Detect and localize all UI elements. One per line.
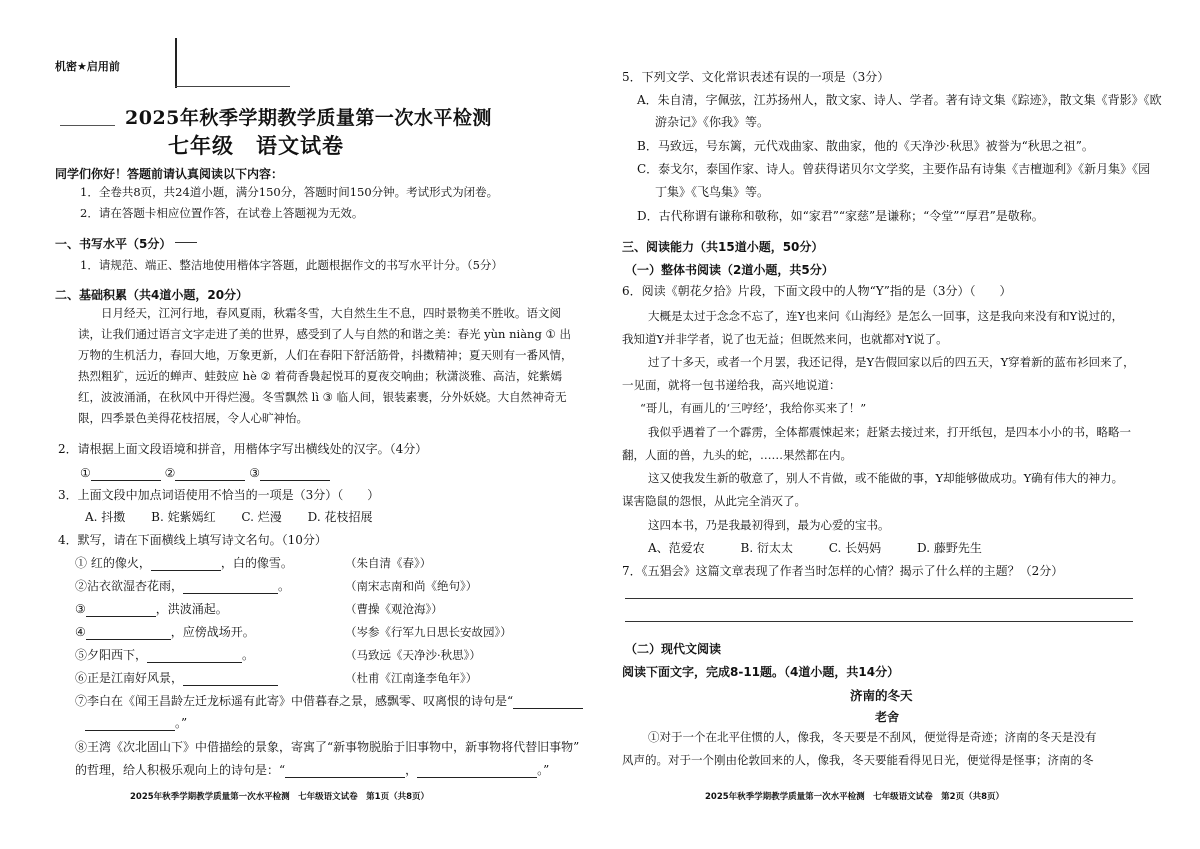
q7-answer-line-2[interactable]: [625, 621, 1133, 622]
section2-heading: 二、基础积累（共4道小题，20分）: [55, 288, 249, 302]
q6-options: [648, 541, 982, 556]
q4-item-7: [75, 694, 583, 709]
q4-item-8-line2: [75, 763, 549, 778]
q2-blank-2[interactable]: [175, 468, 245, 481]
q4-item-1-blank[interactable]: [151, 558, 221, 571]
q4-item-2-text: ②沾衣欲湿杏花雨，: [75, 579, 184, 593]
q4-item-8-blank-1[interactable]: [285, 765, 405, 778]
q6-passage-line-3: 过了十多天，或者一个月罢，我还记得，是Y告假回家以后的四五天，Y穿着新的蓝布衫回来了，: [648, 355, 1135, 369]
q6-passage-line-10: 这四本书，乃是我最初得到，最为心爱的宝书。: [648, 518, 890, 532]
section3-heading: 三、阅读能力（共15道小题，50分）: [622, 240, 824, 254]
q6-passage-line-4: 一见面，就将一包书递给我，高兴地说道：: [622, 378, 841, 392]
q4-item-8-end: 。”: [537, 763, 550, 777]
q6-passage-line-1: 大概是太过于念念不忘了，连Y也来问《山海经》是怎么一回事，这是我向来没有和Y说过的，: [648, 309, 1124, 323]
q2-blank-3-label: ③: [249, 466, 260, 480]
question-4: 4．默写，请在下面横线上填写诗文名句。（10分）: [58, 533, 327, 547]
q4-item-6-blank[interactable]: [183, 673, 278, 686]
exam-subtitle: 七年级 语文试卷: [168, 133, 344, 158]
q6-passage-line-8: 这又使我发生新的敬意了，别人不肯做，或不能做的事，Y却能够做成功。Y确有伟大的神力。: [648, 471, 1124, 485]
q6-passage-line-7: 翻，人面的兽，九头的蛇，……果然都在内。: [622, 448, 852, 462]
q2-blank-3[interactable]: [260, 468, 330, 481]
q4-item-3-tail: ，洪波涌起。: [155, 602, 228, 616]
footer-right: 2025年秋季学期教学质量第一次水平检测 七年级语文试卷 第2页（共8页）: [705, 792, 1004, 802]
q4-item-1-tail: ，白的像雪。: [220, 556, 293, 570]
q4-item-2: [75, 579, 290, 594]
section1-heading: 一、书写水平（5分）: [55, 237, 172, 251]
question-6: 6．阅读《朝花夕拾》片段，下面文段中的人物“Y”指的是（3分）（ ）: [622, 284, 1012, 298]
q4-item-8-blank-2[interactable]: [417, 765, 537, 778]
q4-item-7-end: 。”: [175, 716, 188, 730]
essay-paragraph-1-line-1: ①对于一个在北平住惯的人，像我，冬天要是不刮风，便觉得是奇迹；济南的冬天是没有: [648, 730, 1097, 744]
subsection1-heading: （一）整体书阅读（2道小题，共5分）: [625, 263, 834, 277]
q4-item-4: [75, 625, 255, 640]
q5-option-d[interactable]: D．古代称谓有谦称和敬称，如“家君”“家慈”是谦称；“令堂”“厚君”是敬称。: [637, 209, 1044, 223]
q4-item-3-blank[interactable]: [86, 604, 156, 617]
q2-blank-1-label: ①: [80, 466, 91, 480]
q3-option-d[interactable]: D. 花枝招展: [307, 510, 373, 524]
q3-option-c[interactable]: C. 烂漫: [241, 510, 282, 524]
title-dash: [60, 125, 115, 126]
q4-item-4-blank[interactable]: [86, 627, 171, 640]
q4-item-5-text: ⑤夕阳西下，: [75, 648, 148, 662]
q5-option-a[interactable]: A．朱自清，字佩弦，江苏扬州人，散文家、诗人、学者。著有诗文集《踪迹》，散文集《背影》《欧: [637, 93, 1162, 107]
q4-item-4-text: ④: [75, 625, 86, 639]
q2-blank-2-label: ②: [164, 466, 176, 480]
q2-blank-1[interactable]: [91, 468, 161, 481]
q4-item-2-blank[interactable]: [183, 581, 278, 594]
question-3: 3．上面文段中加点词语使用不恰当的一项是（3分）（ ）: [58, 488, 380, 502]
q4-item-5: [75, 648, 254, 663]
q4-item-1-source: （朱自清《春》）: [345, 556, 432, 570]
q4-item-5-blank[interactable]: [147, 650, 242, 663]
q5-option-c-cont: 丁集》《飞鸟集》等。: [655, 185, 770, 199]
q4-item-5-source: （马致远《天净沙·秋思》）: [345, 648, 481, 662]
q3-option-a[interactable]: A. 抖擞: [85, 510, 126, 524]
q6-option-c[interactable]: C. 长妈妈: [828, 541, 882, 555]
footer-left: 2025年秋季学期教学质量第一次水平检测 七年级语文试卷 第1页（共8页）: [130, 792, 429, 802]
q4-item-4-tail: ，应傍战场开。: [170, 625, 255, 639]
question-7: 7．《五猖会》这篇文章表现了作者当时怎样的心情？揭示了什么样的主题？（2分）: [622, 564, 1064, 578]
section2-passage: 日月经天，江河行地，春风夏雨，秋霜冬雪，大自然生生不息，四时景物美不胜收。语文阅读，让我们通过语言文字走进了美的世界，感受到了人与自然的和谐之美：春光 yùn niàng ① 出万物的生机活力，春回大地，万象更新，人们在春阳下舒活筋骨，抖擞精神；夏天则有一番风情，热烈粗犷，远近的蝉声、蛙鼓应 hè ② 着荷香裊起悦耳的夏夜交响曲；秋潇淡雅、高洁，姹紫嫣红，波波涌涌，在秋风中开得烂漫。冬雪飘然 lì ③ 临人间，银装素裹，分外妖娆。大自然神奇无限，四季景色美得花枝招展，令人心旷神怡。: [78, 306, 573, 425]
q4-item-3: [75, 602, 228, 617]
q4-item-8-comma: ，: [405, 763, 418, 777]
q4-item-8-text: 的哲理，给人积极乐观向上的诗句是：“: [75, 763, 286, 777]
q6-passage-line-2: 我知道Y并非学者，说了也无益；但既然来问，也就都对Y说了。: [622, 332, 948, 346]
q5-option-c[interactable]: C．泰戈尔，泰国作家、诗人。曾获得诺贝尔文学奖，主要作品有诗集《吉檀迦利》《新月集》《园: [637, 162, 1151, 176]
confidential-label: 机密★启用前: [55, 60, 120, 73]
exam-title: 2025年秋季学期教学质量第一次水平检测: [125, 107, 492, 129]
q7-answer-line-1[interactable]: [625, 598, 1133, 599]
q3-options: [85, 510, 372, 525]
binding-line-horizontal: [175, 86, 290, 87]
binding-line: [175, 38, 177, 88]
section1-rule: [175, 242, 197, 243]
essay-paragraph-1-line-2: 风声的。对于一个刚由伦敦回来的人，像我，冬天要能看得见日光，便觉得是怪事；济南的冬: [622, 753, 1094, 767]
essay-author: 老舍: [875, 710, 900, 724]
q4-item-1: [75, 556, 293, 571]
notice-item-2: 2．请在答题卡相应位置作答，在试卷上答题视为无效。: [80, 206, 364, 220]
q4-item-7-blank-2[interactable]: [85, 718, 175, 731]
q6-option-b[interactable]: B. 衍太太: [740, 541, 793, 555]
q3-option-b[interactable]: B. 姹紫嫣红: [151, 510, 216, 524]
q4-item-2-source: （南宋志南和尚《绝句》）: [345, 579, 478, 593]
notice-item-1: 1．全卷共8页，共24道小题，满分150分，答题时间150分钟。考试形式为闭卷。: [80, 185, 499, 199]
q4-item-7-text: ⑦李白在《闻王昌龄左迁龙标遥有此寄》中借暮春之景，感飘零、叹离恨的诗句是“: [75, 694, 514, 708]
q4-item-6: [75, 671, 278, 686]
q4-item-6-text: ⑥正是江南好风景，: [75, 671, 184, 685]
q4-item-7-blank-1[interactable]: [513, 696, 583, 709]
essay-title: 济南的冬天: [850, 688, 913, 703]
q4-item-3-source: （曹操《观沧海》）: [345, 602, 443, 616]
q4-item-6-source: （杜甫《江南逢李龟年》）: [345, 671, 478, 685]
q6-passage-line-9: 谋害隐鼠的怨恨，从此完全消灭了。: [622, 494, 806, 508]
q6-option-a[interactable]: A、范爱农: [648, 541, 705, 555]
q4-item-2-tail: 。: [278, 579, 291, 593]
q4-item-4-source: （岑参《行军九日思长安故园》）: [345, 625, 512, 639]
q4-item-7-line2: [85, 716, 187, 731]
q6-option-d[interactable]: D. 藤野先生: [917, 541, 982, 555]
q5-option-a-cont: 游杂记》《你我》等。: [655, 115, 770, 129]
reading-instruction: 阅读下面文字，完成8-11题。（4道小题，共14分）: [622, 665, 900, 679]
question-1: 1．请规范、端正、整洁地使用楷体字答题，此题根据作文的书写水平计分。（5分）: [80, 258, 503, 272]
question-2: 2．请根据上面文段语境和拼音，用楷体字写出横线处的汉字。（4分）: [58, 442, 428, 456]
q4-item-5-tail: 。: [242, 648, 255, 662]
q4-item-8: ⑧王湾《次北固山下》中借描绘的景象，寄寓了“新事物脱胎于旧事物中，新事物将代替旧事物”: [75, 740, 580, 754]
subsection2-heading: （二）现代文阅读: [625, 642, 722, 656]
notice-heading: 同学们你好！答题前请认真阅读以下内容：: [55, 167, 284, 181]
q4-item-1-text: ① 红的像火，: [75, 556, 151, 570]
q6-passage-line-6: 我似乎遇着了一个霹雳，全体都震悚起来；赶紧去接过来，打开纸包，是四本小小的书，略略一: [648, 425, 1131, 439]
q2-blanks: [80, 466, 330, 481]
question-5: 5．下列文学、文化常识表述有误的一项是（3分）: [622, 70, 890, 84]
q4-item-3-text: ③: [75, 602, 86, 616]
q5-option-b[interactable]: B．马致远，号东篱，元代戏曲家、散曲家，他的《天净沙·秋思》被誉为“秋思之祖”。: [637, 139, 1094, 153]
q6-passage-line-5: “哥儿，有画儿的‘三哼经’，我给你买来了！”: [640, 401, 867, 415]
